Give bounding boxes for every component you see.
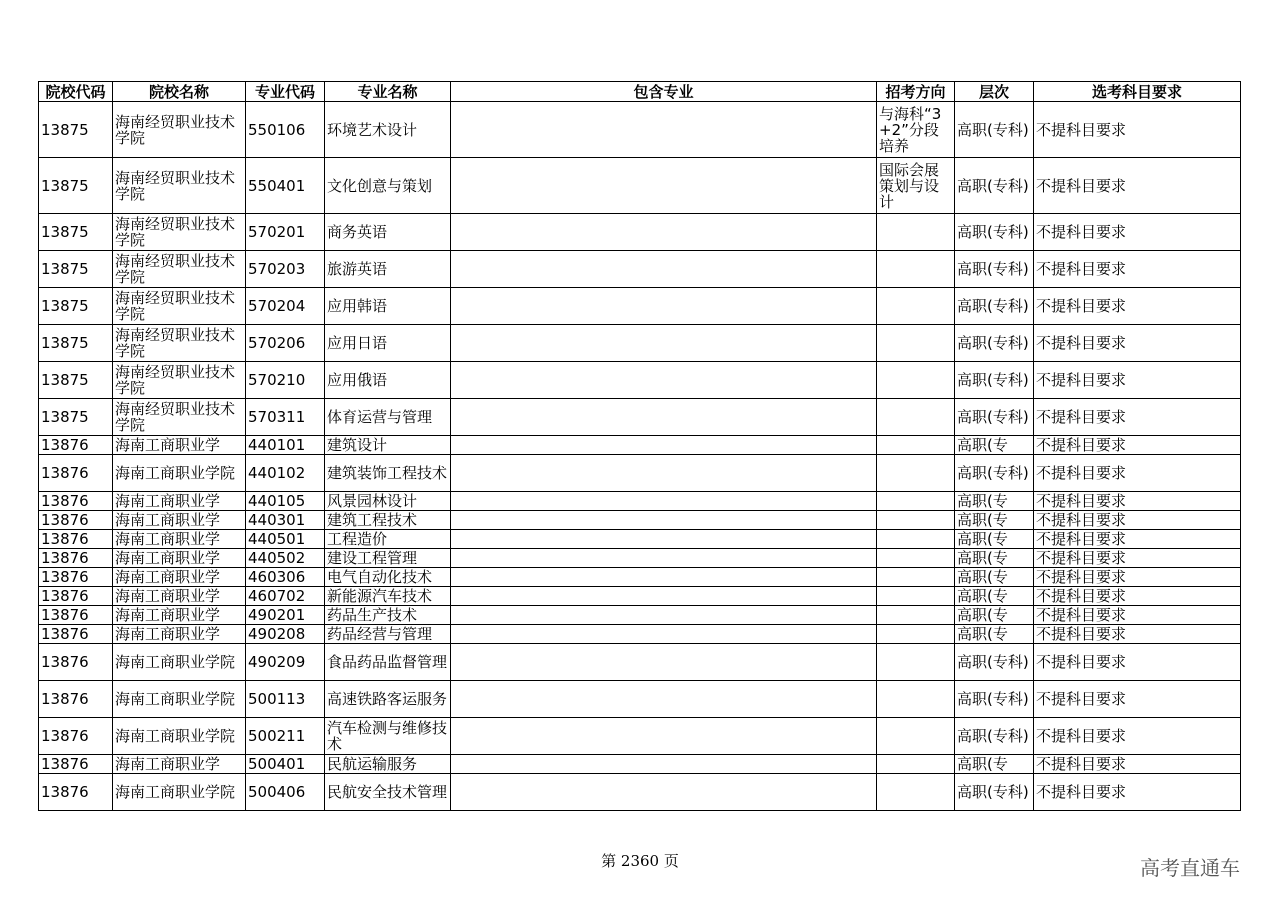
cell-direction [877,530,955,549]
cell-major-name: 文化创意与策划 [325,158,451,214]
cell-major-code: 550401 [246,158,325,214]
cell-direction [877,436,955,455]
cell-school-name: 海南工商职业学 [113,511,246,530]
cell-subject-req: 不提科目要求 [1034,102,1241,158]
cell-subject-req: 不提科目要求 [1034,511,1241,530]
cell-included-majors [451,718,877,755]
cell-direction [877,362,955,399]
cell-level: 高职(专 [955,587,1034,606]
table-row [39,251,1241,288]
cell-included-majors [451,362,877,399]
cell-included-majors [451,530,877,549]
cell-direction [877,681,955,718]
cell-school-name: 海南工商职业学院 [113,718,246,755]
cell-school-name: 海南工商职业学 [113,568,246,587]
cell-included-majors [451,755,877,774]
table-row [39,288,1241,325]
admissions-table [38,81,1241,811]
header-school-code: 院校代码 [39,82,113,102]
cell-school-name: 海南工商职业学 [113,625,246,644]
table-row [39,549,1241,568]
cell-subject-req: 不提科目要求 [1034,362,1241,399]
cell-school-code: 13875 [39,362,113,399]
cell-school-name: 海南工商职业学 [113,549,246,568]
cell-subject-req: 不提科目要求 [1034,549,1241,568]
cell-direction [877,549,955,568]
cell-school-code: 13876 [39,436,113,455]
cell-subject-req: 不提科目要求 [1034,325,1241,362]
cell-subject-req: 不提科目要求 [1034,158,1241,214]
cell-level: 高职(专科) [955,455,1034,492]
cell-subject-req: 不提科目要求 [1034,492,1241,511]
cell-level: 高职(专科) [955,681,1034,718]
cell-level: 高职(专 [955,549,1034,568]
cell-school-name: 海南工商职业学院 [113,774,246,811]
cell-major-name: 商务英语 [325,214,451,251]
cell-subject-req: 不提科目要求 [1034,436,1241,455]
cell-level: 高职(专科) [955,102,1034,158]
cell-subject-req: 不提科目要求 [1034,644,1241,681]
cell-direction [877,606,955,625]
cell-level: 高职(专科) [955,362,1034,399]
cell-major-name: 新能源汽车技术 [325,587,451,606]
header-included-majors: 包含专业 [451,82,877,102]
cell-included-majors [451,568,877,587]
cell-school-code: 13876 [39,587,113,606]
cell-school-code: 13876 [39,492,113,511]
cell-major-name: 高速铁路客运服务 [325,681,451,718]
cell-school-name: 海南工商职业学院 [113,644,246,681]
cell-school-name: 海南经贸职业技术学院 [113,325,246,362]
cell-school-name: 海南经贸职业技术学院 [113,214,246,251]
cell-subject-req: 不提科目要求 [1034,625,1241,644]
cell-level: 高职(专科) [955,251,1034,288]
cell-school-code: 13876 [39,681,113,718]
cell-school-name: 海南工商职业学 [113,606,246,625]
cell-direction [877,644,955,681]
cell-major-name: 电气自动化技术 [325,568,451,587]
table-row [39,568,1241,587]
cell-major-name: 药品生产技术 [325,606,451,625]
header-school-name: 院校名称 [113,82,246,102]
cell-subject-req: 不提科目要求 [1034,214,1241,251]
cell-major-code: 500113 [246,681,325,718]
cell-school-code: 13876 [39,774,113,811]
header-direction: 招考方向 [877,82,955,102]
table-row [39,399,1241,436]
cell-school-code: 13876 [39,718,113,755]
cell-major-code: 550106 [246,102,325,158]
cell-school-name: 海南经贸职业技术学院 [113,102,246,158]
cell-subject-req: 不提科目要求 [1034,755,1241,774]
cell-included-majors [451,158,877,214]
header-row [39,82,1241,102]
cell-direction [877,455,955,492]
cell-level: 高职(专 [955,492,1034,511]
cell-direction [877,511,955,530]
cell-school-code: 13876 [39,644,113,681]
cell-school-name: 海南工商职业学 [113,755,246,774]
header-major-code: 专业代码 [246,82,325,102]
cell-included-majors [451,644,877,681]
cell-major-code: 500406 [246,774,325,811]
cell-major-name: 建设工程管理 [325,549,451,568]
cell-included-majors [451,587,877,606]
cell-included-majors [451,774,877,811]
cell-included-majors [451,549,877,568]
cell-school-code: 13875 [39,102,113,158]
cell-subject-req: 不提科目要求 [1034,288,1241,325]
cell-direction: 与海科“3+2”分段培养 [877,102,955,158]
cell-major-name: 民航安全技术管理 [325,774,451,811]
cell-level: 高职(专 [955,606,1034,625]
cell-school-name: 海南工商职业学 [113,492,246,511]
cell-level: 高职(专科) [955,718,1034,755]
cell-school-code: 13876 [39,606,113,625]
cell-level: 高职(专科) [955,214,1034,251]
table-row [39,681,1241,718]
cell-school-code: 13876 [39,568,113,587]
cell-major-code: 490201 [246,606,325,625]
cell-included-majors [451,399,877,436]
cell-subject-req: 不提科目要求 [1034,774,1241,811]
cell-major-code: 490209 [246,644,325,681]
cell-level: 高职(专 [955,530,1034,549]
cell-direction [877,325,955,362]
table-row [39,774,1241,811]
header-subject-req: 选考科目要求 [1034,82,1241,102]
cell-direction [877,251,955,288]
table-row [39,158,1241,214]
cell-included-majors [451,102,877,158]
table-body [39,102,1241,811]
cell-school-code: 13875 [39,325,113,362]
cell-major-code: 570210 [246,362,325,399]
cell-school-code: 13875 [39,399,113,436]
cell-subject-req: 不提科目要求 [1034,568,1241,587]
cell-school-name: 海南工商职业学院 [113,681,246,718]
cell-included-majors [451,511,877,530]
cell-school-code: 13875 [39,214,113,251]
table-row [39,644,1241,681]
cell-level: 高职(专科) [955,774,1034,811]
cell-included-majors [451,251,877,288]
cell-included-majors [451,436,877,455]
table-row [39,755,1241,774]
cell-subject-req: 不提科目要求 [1034,606,1241,625]
cell-school-code: 13876 [39,625,113,644]
cell-major-code: 570204 [246,288,325,325]
cell-direction [877,492,955,511]
cell-major-name: 环境艺术设计 [325,102,451,158]
table-row [39,455,1241,492]
cell-school-code: 13876 [39,755,113,774]
cell-major-code: 440501 [246,530,325,549]
table-row [39,102,1241,158]
cell-subject-req: 不提科目要求 [1034,530,1241,549]
table-row [39,511,1241,530]
cell-school-code: 13876 [39,455,113,492]
table-row [39,587,1241,606]
cell-included-majors [451,214,877,251]
cell-subject-req: 不提科目要求 [1034,455,1241,492]
table-row [39,436,1241,455]
cell-major-name: 应用俄语 [325,362,451,399]
cell-school-name: 海南经贸职业技术学院 [113,399,246,436]
cell-included-majors [451,625,877,644]
cell-school-code: 13875 [39,288,113,325]
cell-level: 高职(专科) [955,158,1034,214]
cell-level: 高职(专科) [955,644,1034,681]
cell-school-name: 海南经贸职业技术学院 [113,288,246,325]
cell-school-code: 13875 [39,158,113,214]
header-level: 层次 [955,82,1034,102]
cell-major-code: 570203 [246,251,325,288]
cell-major-name: 应用日语 [325,325,451,362]
table-row [39,214,1241,251]
cell-direction [877,718,955,755]
cell-major-name: 体育运营与管理 [325,399,451,436]
cell-major-name: 食品药品监督管理 [325,644,451,681]
cell-major-code: 570201 [246,214,325,251]
cell-subject-req: 不提科目要求 [1034,251,1241,288]
cell-major-name: 建筑设计 [325,436,451,455]
cell-direction [877,214,955,251]
table-row [39,606,1241,625]
table-row [39,718,1241,755]
cell-included-majors [451,288,877,325]
cell-major-name: 工程造价 [325,530,451,549]
cell-major-code: 440102 [246,455,325,492]
cell-school-code: 13876 [39,511,113,530]
cell-major-code: 570206 [246,325,325,362]
cell-direction [877,568,955,587]
cell-major-code: 440502 [246,549,325,568]
cell-major-code: 440101 [246,436,325,455]
cell-major-code: 490208 [246,625,325,644]
cell-included-majors [451,681,877,718]
cell-included-majors [451,455,877,492]
cell-major-name: 旅游英语 [325,251,451,288]
cell-school-name: 海南经贸职业技术学院 [113,251,246,288]
page-number: 第 2360 页 [601,852,679,870]
table-row [39,492,1241,511]
cell-subject-req: 不提科目要求 [1034,399,1241,436]
cell-school-name: 海南工商职业学院 [113,455,246,492]
cell-school-code: 13876 [39,530,113,549]
cell-major-name: 建筑装饰工程技术 [325,455,451,492]
cell-direction [877,774,955,811]
cell-level: 高职(专 [955,568,1034,587]
cell-level: 高职(专 [955,755,1034,774]
cell-school-name: 海南经贸职业技术学院 [113,362,246,399]
cell-level: 高职(专科) [955,288,1034,325]
cell-included-majors [451,325,877,362]
cell-school-name: 海南工商职业学 [113,530,246,549]
cell-direction [877,587,955,606]
cell-school-name: 海南工商职业学 [113,587,246,606]
cell-major-code: 440301 [246,511,325,530]
cell-major-code: 570311 [246,399,325,436]
cell-direction [877,625,955,644]
table-row [39,362,1241,399]
cell-major-name: 风景园林设计 [325,492,451,511]
cell-level: 高职(专 [955,511,1034,530]
cell-major-name: 汽车检测与维修技术 [325,718,451,755]
cell-major-code: 500401 [246,755,325,774]
table-row [39,625,1241,644]
cell-included-majors [451,606,877,625]
cell-direction [877,288,955,325]
cell-school-name: 海南经贸职业技术学院 [113,158,246,214]
cell-school-code: 13876 [39,549,113,568]
cell-major-code: 460702 [246,587,325,606]
cell-major-name: 建筑工程技术 [325,511,451,530]
cell-direction: 国际会展策划与设计 [877,158,955,214]
cell-level: 高职(专 [955,625,1034,644]
cell-subject-req: 不提科目要求 [1034,681,1241,718]
cell-level: 高职(专 [955,436,1034,455]
cell-major-code: 500211 [246,718,325,755]
watermark-text: 高考直通车 [1140,856,1240,880]
cell-major-name: 药品经营与管理 [325,625,451,644]
table-row [39,325,1241,362]
cell-subject-req: 不提科目要求 [1034,718,1241,755]
cell-major-code: 460306 [246,568,325,587]
cell-direction [877,399,955,436]
header-major-name: 专业名称 [325,82,451,102]
cell-included-majors [451,492,877,511]
cell-major-name: 应用韩语 [325,288,451,325]
table-row [39,530,1241,549]
cell-major-code: 440105 [246,492,325,511]
cell-direction [877,755,955,774]
cell-school-name: 海南工商职业学 [113,436,246,455]
cell-subject-req: 不提科目要求 [1034,587,1241,606]
cell-school-code: 13875 [39,251,113,288]
cell-level: 高职(专科) [955,399,1034,436]
cell-major-name: 民航运输服务 [325,755,451,774]
cell-level: 高职(专科) [955,325,1034,362]
